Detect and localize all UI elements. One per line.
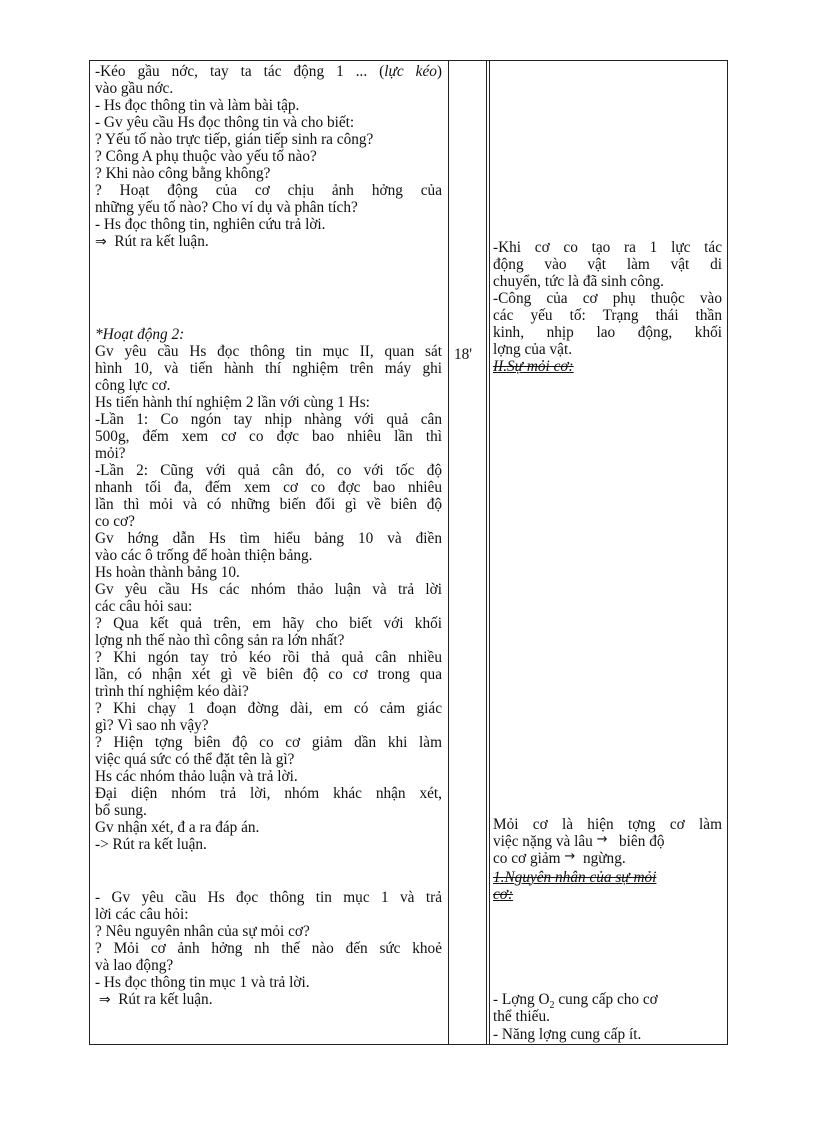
text-line: Gv nhận xét, đ a ra đáp án. [95, 819, 260, 836]
text-line: ? Khi chạy 1 đoạn đờng dài, em có cảm giác [95, 700, 442, 717]
text-line: ? Hoạt động của cơ chịu ảnh hởng của [95, 182, 442, 199]
text-line: ⇒ Rút ra kết luận. [95, 233, 209, 250]
text-line: Gv hớng dẫn Hs tìm hiểu bảng 10 và điền [95, 530, 442, 547]
arrow-right-icon: → [564, 849, 576, 864]
text-line: gì? Vì sao nh vậy? [95, 717, 209, 734]
column-divider [489, 61, 490, 1044]
text-line: ? Hiện tợng biên độ co cơ giảm dần khi làm [95, 734, 442, 751]
text-line: ? Công A phụ thuộc vào yếu tố nào? [95, 148, 317, 165]
text-line: - Gv yêu cầu Hs đọc thông tin và cho biết: [95, 114, 355, 131]
text-line: -Lần 2: Cũng với quả cân đó, co với tốc độ [95, 462, 442, 479]
text-line: nhanh tối đa, đếm xem cơ co đợc bao nhiêu [95, 479, 442, 496]
section-heading: 1.Nguyên nhân của sự mỏi [493, 869, 657, 886]
time-duration: 18' [454, 346, 473, 363]
text-line: 500g, đếm xem cơ co đợc bao nhiêu lần thì [95, 428, 442, 445]
text-line: động vào vật làm vật di [493, 256, 722, 273]
text-line: bổ sung. [95, 802, 147, 819]
text-line: các câu hỏi sau: [95, 598, 193, 615]
text-line: ? Khi nào công bằng không? [95, 165, 271, 182]
arrow-right-icon: → [596, 832, 608, 847]
text-line: công lực cơ. [95, 377, 171, 394]
text-line: - Lợng $O_2$ cung cấp cho cơ [493, 991, 658, 1012]
text-line: -Khi cơ co tạo ra 1 lực tác [493, 239, 722, 256]
text-line: -> Rút ra kết luận. [95, 836, 207, 853]
text-line: vào gầu nớc. [95, 80, 174, 97]
text-line: vào các ô trống để hoàn thiện bảng. [95, 547, 313, 564]
text-line: - Hs đọc thông tin, nghiên cứu trả lời. [95, 216, 326, 233]
text-line: và lao động? [95, 957, 174, 974]
text-line: lần, có nhận xét gì về biên độ co cơ trong qua [95, 666, 442, 683]
text-line: hình 10, và tiến hành thí nghiệm trên máy ghi [95, 360, 442, 377]
text-line: lợng của vật. [493, 341, 573, 358]
text-line: ? Mỏi cơ ảnh hởng nh thế nào đến sức khoẻ [95, 940, 442, 957]
text-line: - Hs đọc thông tin và làm bài tập. [95, 97, 300, 114]
text-line: việc nặng và lâu → biên độ [493, 832, 665, 850]
text-line: -Công của cơ phụ thuộc vào [493, 290, 722, 307]
column-divider [486, 61, 487, 1044]
text-line: lời các câu hỏi: [95, 906, 189, 923]
section-heading: cơ: [493, 886, 514, 903]
text-line: trình thí nghiệm kéo dài? [95, 683, 249, 700]
activity-heading: *Hoạt động 2: [95, 326, 185, 343]
lesson-table [89, 60, 728, 1045]
text-line: co cơ? [95, 513, 135, 530]
text-line: ? Nêu nguyên nhân của sự mỏi cơ? [95, 923, 310, 940]
text-line: kinh, nhịp lao động, khối [493, 324, 722, 341]
text-line: Gv yêu cầu Hs các nhóm thảo luận và trả lời [95, 581, 442, 598]
section-heading: II.Sự mỏi cơ: [493, 358, 574, 375]
text-line: ? Qua kết quả trên, em hãy cho biết với khối [95, 615, 442, 632]
text-line: lần thì mỏi và có những biến đổi gì về biên độ [95, 496, 442, 513]
text-line: Đại diện nhóm trả lời, nhóm khác nhận xét, [95, 785, 442, 802]
text-line: thể thiếu. [493, 1008, 550, 1025]
text-line: Gv yêu cầu Hs đọc thông tin mục II, quan sát [95, 343, 442, 360]
double-arrow-icon: ⇒ [95, 234, 107, 250]
text-line: ⇒ Rút ra kết luận. [98, 991, 213, 1008]
text-line: các yếu tố: Trạng thái thần [493, 307, 722, 324]
text-line: mỏi? [95, 445, 126, 462]
text-line: - Gv yêu cầu Hs đọc thông tin mục 1 và trả [95, 889, 442, 906]
text-line: Hs hoàn thành bảng 10. [95, 564, 240, 581]
text-line: việc quá sức có thể đặt tên là gì? [95, 751, 295, 768]
text-line: Hs tiến hành thí nghiệm 2 lần với cùng 1 Hs: [95, 394, 370, 411]
text-line: co cơ giảm → ngừng. [493, 849, 626, 867]
content-column [493, 61, 722, 1044]
text-line: lợng nh thế nào thì công sản ra lớn nhất? [95, 632, 345, 649]
text-line: chuyển, tức là đã sinh công. [493, 273, 664, 290]
text-line: những yếu tố nào? Cho ví dụ và phân tích? [95, 199, 358, 216]
text-line: ? Yếu tố nào trực tiếp, gián tiếp sinh ra công? [95, 131, 374, 148]
text-line: ? Khi ngón tay trỏ kéo rồi thả quả cân nhiều [95, 649, 442, 666]
double-arrow-icon: ⇒ [98, 992, 111, 1008]
text-line: Mỏi cơ là hiện tợng cơ làm [493, 816, 722, 833]
column-divider [448, 61, 449, 1044]
text-line: -Lần 1: Co ngón tay nhịp nhàng với quả cân [95, 411, 442, 428]
text-line: - Năng lợng cung cấp ít. [493, 1026, 642, 1043]
text-line: -Kéo gầu nớc, tay ta tác động 1 ... (lực kéo) [95, 63, 442, 80]
text-line: - Hs đọc thông tin mục 1 và trả lời. [95, 974, 310, 991]
text-line: Hs các nhóm thảo luận và trả lời. [95, 768, 298, 785]
